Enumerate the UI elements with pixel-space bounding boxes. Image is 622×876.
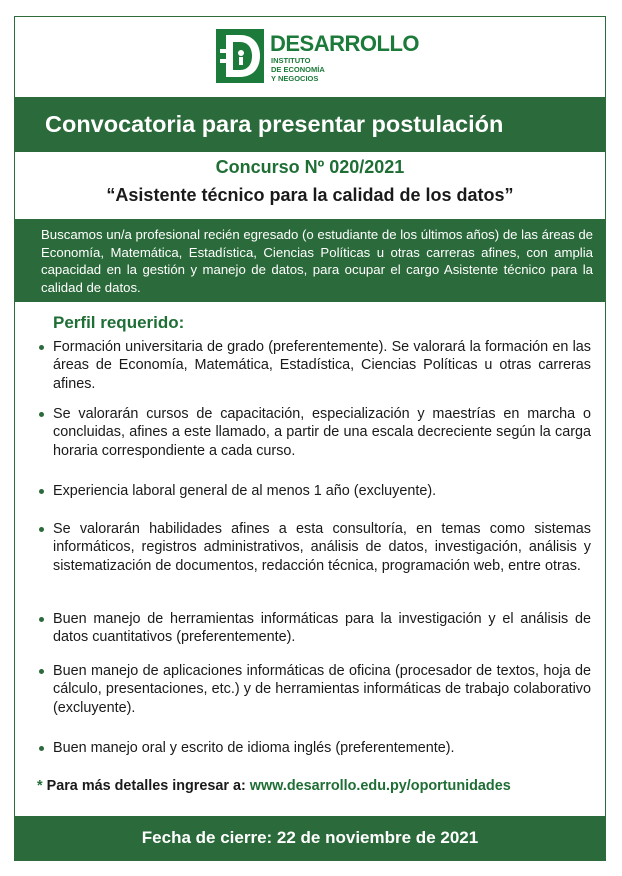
requirement-text: Buen manejo de herramientas informáticas para la investigación y el análisis de datos cuantitativos (preferentemente). bbox=[53, 611, 591, 646]
more-details-note bbox=[37, 778, 511, 794]
bullet-icon bbox=[39, 617, 44, 622]
requirement-text: Experiencia laboral general de al menos 1 año (excluyente). bbox=[53, 483, 437, 499]
logo-brand-name: DESARROLLO bbox=[270, 31, 419, 56]
position-title: “Asistente técnico para la calidad de los datos” bbox=[106, 185, 514, 205]
closing-date: Fecha de cierre: 22 de noviembre de 2021 bbox=[141, 828, 479, 847]
details-link[interactable]: www.desarrollo.edu.py/oportunidades bbox=[249, 778, 511, 794]
requirement-item bbox=[39, 405, 591, 460]
logo-subtitle-line: DE ECONOMÍA bbox=[271, 65, 325, 74]
bullet-icon bbox=[39, 669, 44, 674]
profile-heading: Perfil requerido: bbox=[53, 313, 185, 332]
requirement-item bbox=[39, 610, 591, 647]
footnote-asterisk: * bbox=[37, 778, 43, 794]
contest-number: Concurso Nº 020/2021 bbox=[215, 157, 405, 177]
requirement-text: Se valorarán cursos de capacitación, especialización y maestrías en marcha o concluidas, afines a este llamado, a partir de una escala decreciente según la carga horaria correspondiente a cada curso. bbox=[53, 406, 591, 459]
footnote-label: Para más detalles ingresar a: bbox=[46, 778, 246, 794]
bullet-icon bbox=[39, 412, 44, 417]
requirement-item bbox=[39, 739, 591, 757]
bullet-icon bbox=[39, 345, 44, 350]
page-title: Convocatoria para presentar postulación bbox=[45, 111, 504, 137]
requirement-item bbox=[39, 338, 591, 393]
requirement-text: Se valorarán habilidades afines a esta consultoría, en temas como sistemas informáticos, registros administrativos, análisis de datos, investigación, análisis y sistematización de documentos, redacción técnica, programación web, entre otras. bbox=[53, 521, 591, 574]
bullet-icon bbox=[39, 527, 44, 532]
requirement-item bbox=[39, 520, 591, 575]
bullet-icon bbox=[39, 489, 44, 494]
requirement-text: Buen manejo oral y escrito de idioma inglés (preferentemente). bbox=[53, 740, 455, 756]
closing-band bbox=[15, 816, 605, 861]
requirement-item bbox=[39, 662, 591, 717]
bullet-icon bbox=[39, 746, 44, 751]
intro-text: Buscamos un/a profesional recién egresado (o estudiante de los últimos años) de las áreas de Economía, Matemática, Estadística, Ciencias Políticas u otras carreras afines, con amplia capacidad en la gestión y manejo de datos, para ocupar el cargo Asistente técnico para la calidad de datos. bbox=[41, 227, 594, 295]
requirement-item bbox=[39, 482, 591, 500]
requirement-text: Buen manejo de aplicaciones informáticas de oficina (procesador de textos, hoja de cálculo, presentaciones, etc.) y de herramientas informáticas de trabajo colaborativo (excluyente). bbox=[53, 663, 591, 716]
logo-subtitle-line: Y NEGOCIOS bbox=[271, 74, 319, 83]
requirements-list bbox=[15, 17, 605, 860]
poster-frame bbox=[14, 16, 606, 861]
logo-subtitle-line: INSTITUTO bbox=[271, 56, 311, 65]
requirement-text: Formación universitaria de grado (preferentemente). Se valorará la formación en las áreas de Economía, Matemática, Estadística, Ciencias Políticas u otras carreras afines. bbox=[53, 339, 591, 392]
